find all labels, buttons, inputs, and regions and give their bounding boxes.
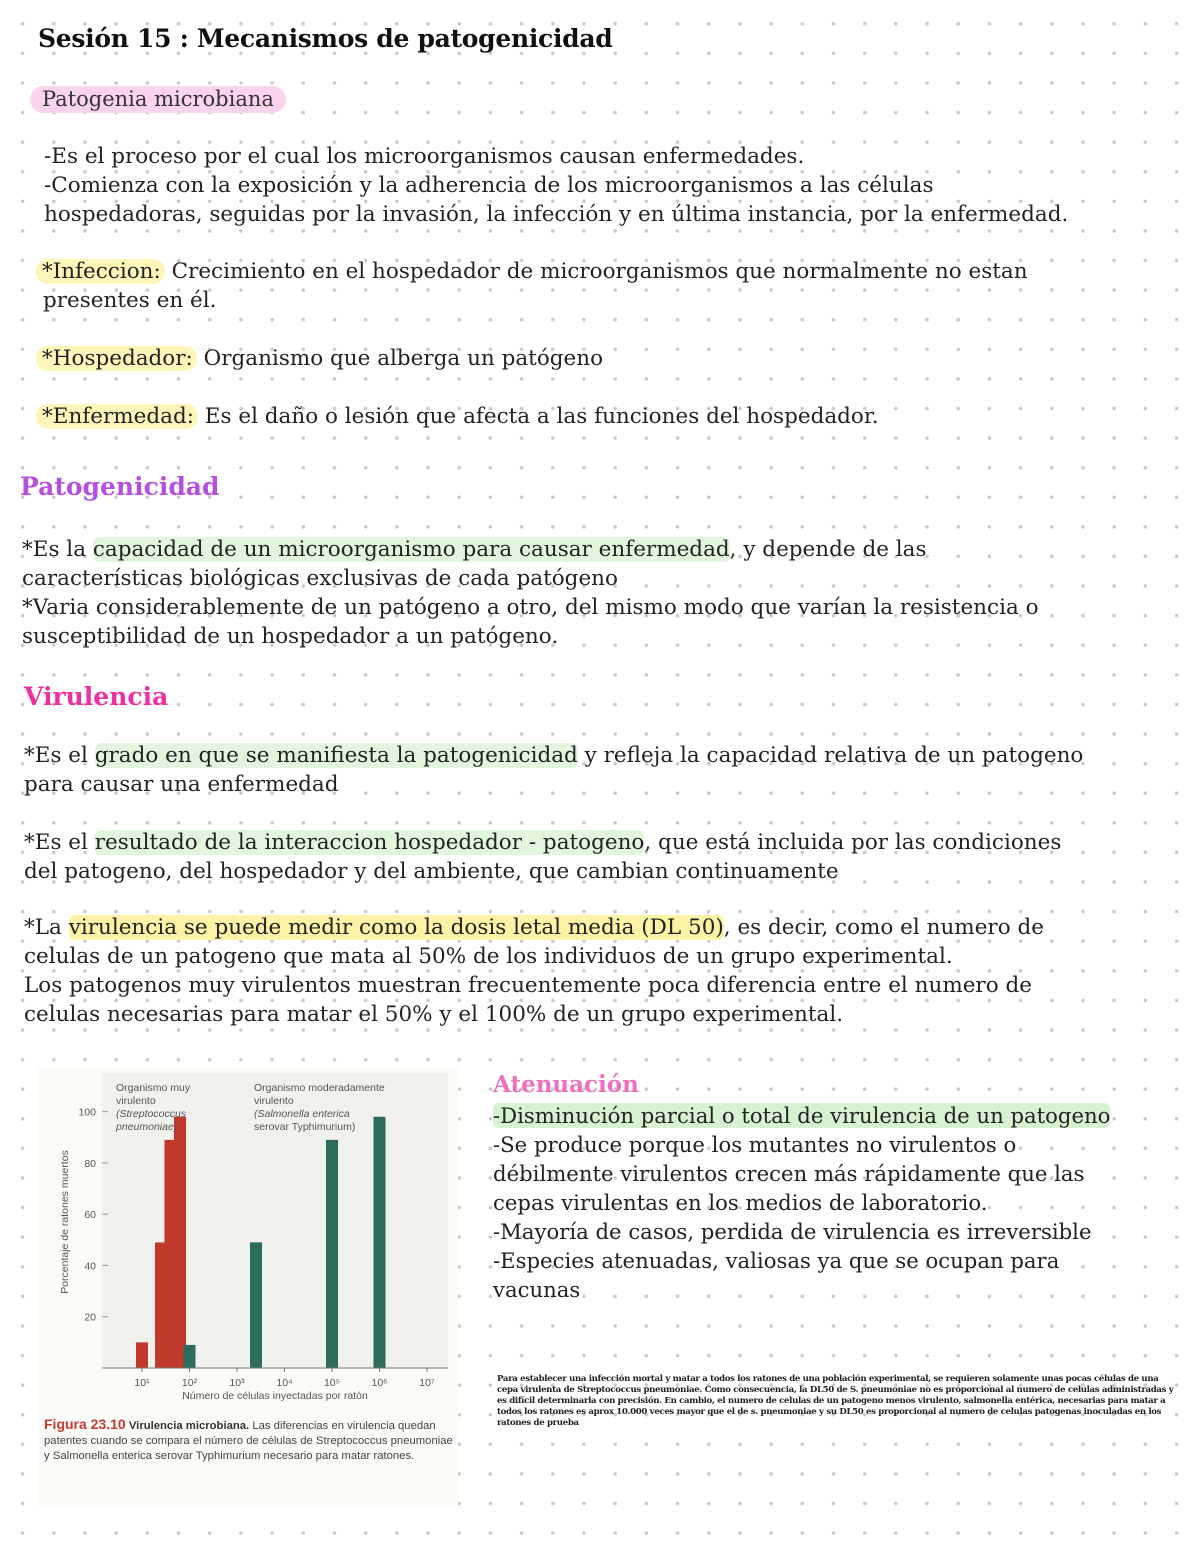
text-line: celulas necesarias para matar el 50% y el 100% de un grupo experimental.: [24, 1002, 844, 1027]
def-term: *Hospedador:: [36, 346, 197, 371]
y-tick-label: 60: [84, 1209, 96, 1222]
footnote-text: Para establecer una infección mortal y matar a todos los ratones de una población experimental, se requieren solamente unas pocas células de una cepa virulenta de Streptococcus pneumoniae. Como consecuencia, la DL50 de S. pneumoniae no es proporcional al numero de celulas administradas y es difícil determinarla con precisión. En cambio, el numero de celulas de un patogeno menos virulento, salmonella entérica, necesarias para matar a todos los ratones es aprox 10.000 veces mayor que el de s. pneumoniae y su DL50 es proporcional al numero de celulas patogenas inoculadas en los ratones de prueba: [497, 1374, 1174, 1428]
patogenia-line: hospedadoras, seguidas por la invasión, la infección y en última instancia, por la enfermedad.: [44, 202, 1069, 227]
label-left-line: Organismo muy: [116, 1082, 191, 1094]
y-axis-title: Porcentaje de ratones muertos: [59, 1150, 71, 1294]
text-line: -Especies atenuadas, valiosas ya que se ocupan para: [493, 1248, 1060, 1273]
virulencia-p1: [24, 741, 1083, 799]
def-term: *Enfermedad:: [36, 404, 198, 429]
label-right-line: Organismo moderadamente: [254, 1082, 385, 1094]
text-span: *Es la: [22, 537, 93, 562]
text-line: para causar una enfermedad: [24, 772, 339, 797]
highlight: resultado de la interaccion hospedador - patogeno: [94, 830, 645, 855]
text-span: , que está incluida por las condiciones: [644, 830, 1062, 855]
text-line: débilmente virulentos crecen más rápidamente que las: [493, 1161, 1085, 1186]
virulencia-heading: Virulencia: [24, 682, 169, 711]
y-tick-label: 20: [84, 1311, 96, 1324]
text-line: Los patogenos muy virulentos muestran frecuentemente poca diferencia entre el numero de: [24, 973, 1032, 998]
virulence-bar-chart: [38, 1067, 458, 1407]
patogenia-text: [44, 142, 1068, 229]
atenuacion-title: Atenuación: [493, 1071, 639, 1098]
def-text: Crecimiento en el hospedador de microorganismos que normalmente no estan: [164, 259, 1028, 284]
def-term: *Infeccion:: [36, 259, 165, 284]
text-line: del patogeno, del hospedador y del ambiente, que cambian continuamente: [24, 859, 839, 884]
figure-caption: [44, 1417, 456, 1464]
y-tick-label: 80: [84, 1157, 96, 1170]
def-infeccion: [36, 257, 1028, 315]
patogenia-tag: Patogenia microbiana: [30, 86, 286, 113]
highlight: capacidad de un microorganismo para causar enfermedad: [92, 537, 730, 562]
bar: [374, 1117, 386, 1368]
highlight: grado en que se manifiesta la patogenicidad: [94, 743, 578, 768]
caption-text: Las diferencias en virulencia quedan patentes cuando se compara el número de células de Streptococcus pneumoniae y Salmonella enterica serovar Typhimurium necesario para matar ratones.: [44, 1420, 453, 1462]
text-line: -Mayoría de casos, perdida de virulencia es irreversible: [493, 1219, 1092, 1244]
text-span: *Es el: [24, 743, 95, 768]
text-line: cepas virulentas en los medios de laboratorio.: [493, 1190, 988, 1215]
highlight: virulencia se puede medir como la dosis letal media (DL 50): [68, 915, 724, 940]
x-tick-label: 10³: [229, 1377, 245, 1389]
text-span: *Es el: [24, 830, 95, 855]
y-tick-label: 100: [78, 1106, 96, 1119]
label-left-line: (Streptococcus: [116, 1108, 187, 1120]
x-tick-label: 10²: [181, 1377, 198, 1389]
label-right-line: virulento: [254, 1095, 294, 1107]
def-text: Organismo que alberga un patógeno: [196, 346, 604, 371]
text-line: celulas de un patogeno que mata al 50% de los individuos de un grupo experimental.: [24, 944, 953, 969]
virulencia-p2: [24, 828, 1061, 886]
label-left-line: pneumoniae): [116, 1121, 178, 1133]
bar: [184, 1345, 196, 1368]
highlight: -Disminución parcial o total de virulencia de un patogeno: [493, 1103, 1111, 1128]
x-tick-label: 10⁶: [371, 1377, 388, 1389]
bar: [326, 1140, 338, 1368]
def-text: presentes en él.: [43, 288, 217, 313]
def-text: Es el daño o lesión que afecta a las funciones del hospedador.: [197, 404, 879, 429]
page-title: Sesión 15 : Mecanismos de patogenicidad: [38, 24, 613, 53]
bar: [250, 1242, 262, 1368]
x-tick-label: 10⁴: [276, 1377, 293, 1389]
def-hospedador: [36, 344, 603, 373]
x-tick-label: 10⁷: [419, 1377, 435, 1389]
text-span: *La: [24, 915, 69, 940]
patogenicidad-heading: Patogenicidad: [20, 472, 220, 501]
y-tick-label: 40: [84, 1260, 96, 1273]
x-tick-label: 10⁵: [323, 1377, 341, 1389]
bar: [136, 1342, 148, 1368]
patogenia-line: -Comienza con la exposición y la adherencia de los microorganismos a las células: [44, 173, 934, 198]
text-span: y refleja la capacidad relativa de un patogeno: [577, 743, 1084, 768]
text-line: -Se produce porque los mutantes no virulentos o: [493, 1132, 1017, 1157]
caption-title: Virulencia microbiana.: [128, 1420, 250, 1432]
patogenicidad-text: [22, 535, 1039, 651]
bar: [174, 1117, 186, 1368]
x-axis-title: Número de células inyectadas por ratón: [182, 1390, 368, 1402]
x-tick-label: 10¹: [134, 1377, 150, 1389]
text-line: susceptibilidad de un hospedador a un patógeno.: [22, 624, 559, 649]
textbook-figure: [38, 1067, 458, 1507]
atenuacion-text: [493, 1101, 1110, 1304]
atenuacion-heading: [493, 1071, 639, 1098]
def-enfermedad: [36, 402, 879, 431]
text-line: *Varia considerablemente de un patógeno a otro, del mismo modo que varían la resistencia o: [22, 595, 1039, 620]
label-left-line: virulento: [116, 1095, 156, 1107]
text-span: , es decir, como el numero de: [723, 915, 1044, 940]
label-right-line: serovar Typhimurium): [254, 1121, 356, 1133]
text-line: características biológicas exclusivas de cada patógeno: [22, 566, 618, 591]
virulencia-p3: [24, 913, 1044, 1029]
text-span: , y depende de las: [729, 537, 927, 562]
caption-figure-number: Figura 23.10: [44, 1416, 126, 1432]
label-right-line: (Salmonella enterica: [254, 1108, 350, 1120]
patogenia-line: -Es el proceso por el cual los microorganismos causan enfermedades.: [44, 144, 805, 169]
text-line: vacunas: [493, 1277, 581, 1302]
